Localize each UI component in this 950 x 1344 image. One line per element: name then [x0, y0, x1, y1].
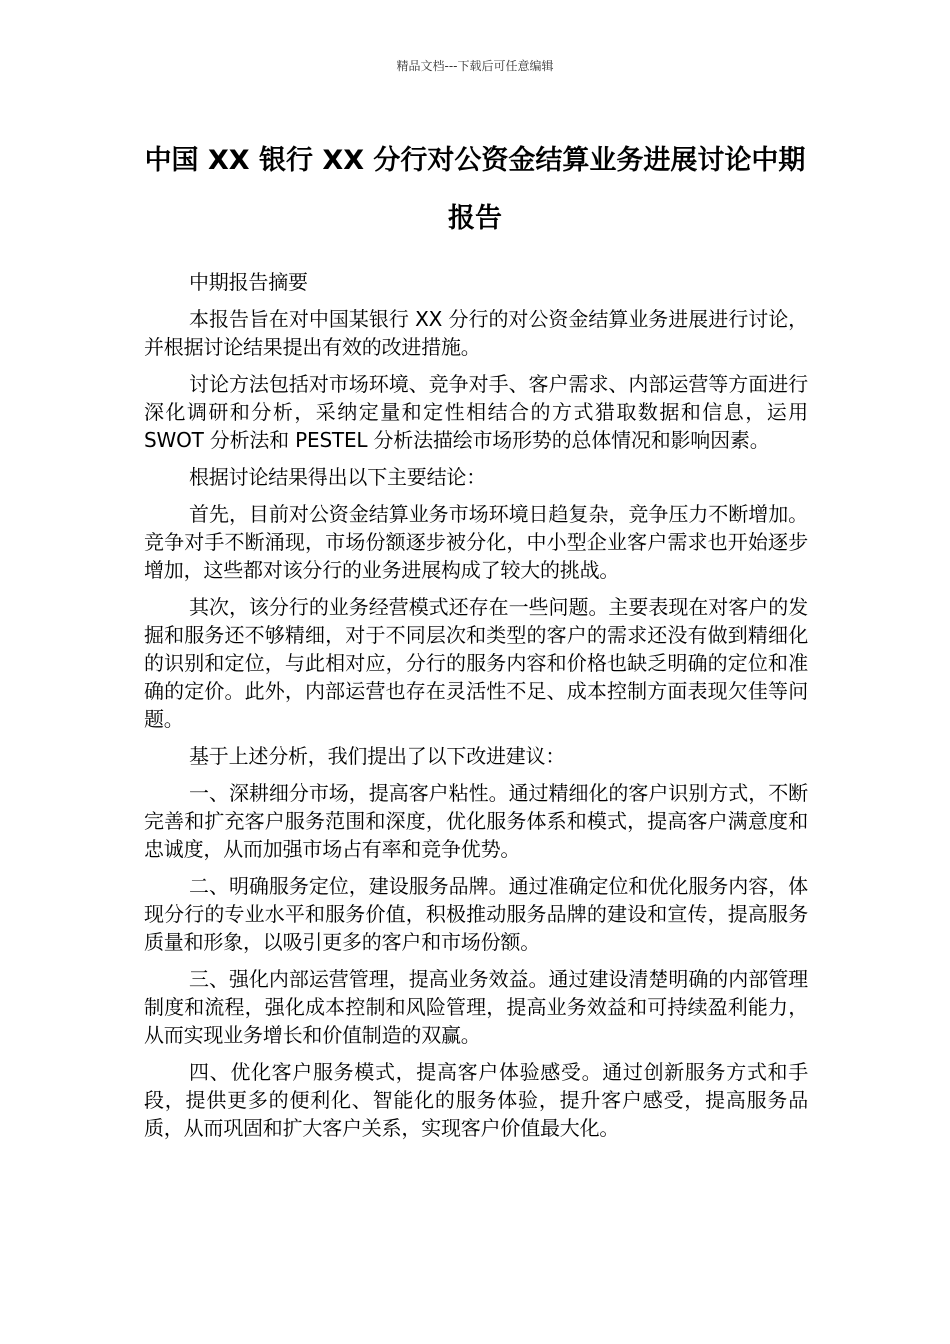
header-note: 精品文档---下载后可任意编辑	[396, 59, 554, 73]
paragraph-conclusion-second: 其次，该分行的业务经营模式还存在一些问题。主要表现在对客户的发掘和服务还不够精细，对于不同层次和类型的客户的需求还没有做到精细化的识别和定位，与此相对应，分行的服务内容和价格也缺乏明确的定位和准确的定价。此外，内部运营也存在灵活性不足、成本控制方面表现欠佳等问题。	[144, 595, 808, 731]
paragraph-conclusion-first: 首先，目前对公资金结算业务市场环境日趋复杂，竞争压力不断增加。竞争对手不断涌现，市场份额逐步被分化，中小型企业客户需求也开始逐步增加，这些都对该分行的业务进展构成了较大的挑战。	[144, 502, 808, 582]
section-heading-summary: 中期报告摘要	[189, 270, 308, 294]
paragraph-suggestion-2: 二、明确服务定位，建设服务品牌。通过准确定位和优化服务内容，体现分行的专业水平和服务价值，积极推动服务品牌的建设和宣传，提高服务质量和形象，以吸引更多的客户和市场份额。	[144, 874, 808, 954]
paragraph-suggestion-4: 四、优化客户服务模式，提高客户体验感受。通过创新服务方式和手段，提供更多的便利化、智能化的服务体验，提升客户感受，提高服务品质，从而巩固和扩大客户关系，实现客户价值最大化。	[144, 1060, 808, 1140]
paragraph-purpose: 本报告旨在对中国某银行 XX 分行的对公资金结算业务进展进行讨论，并根据讨论结果提出有效的改进措施。	[144, 307, 808, 359]
paragraph-suggestion-3: 三、强化内部运营管理，提高业务效益。通过建设清楚明确的内部管理制度和流程，强化成本控制和风险管理，提高业务效益和可持续盈利能力，从而实现业务增长和价值制造的双赢。	[144, 967, 808, 1047]
paragraph-suggestion-1: 一、深耕细分市场，提高客户粘性。通过精细化的客户识别方式，不断完善和扩充客户服务范围和深度，优化服务体系和模式，提高客户满意度和忠诚度，从而加强市场占有率和竞争优势。	[144, 781, 808, 861]
paragraph-suggestions-intro: 基于上述分析，我们提出了以下改进建议：	[189, 744, 566, 768]
paragraph-method: 讨论方法包括对市场环境、竞争对手、客户需求、内部运营等方面进行深化调研和分析，采纳定量和定性相结合的方式猎取数据和信息，运用 SWOT 分析法和 PESTEL 分析法描绘市场形势的总体情况和影响因素。	[144, 372, 808, 452]
document-body	[144, 268, 808, 1151]
document-title: 中国 XX 银行 XX 分行对公资金结算业务进展讨论中期报告	[144, 145, 806, 234]
paragraph-conclusions-intro: 根据讨论结果得出以下主要结论：	[189, 465, 486, 489]
